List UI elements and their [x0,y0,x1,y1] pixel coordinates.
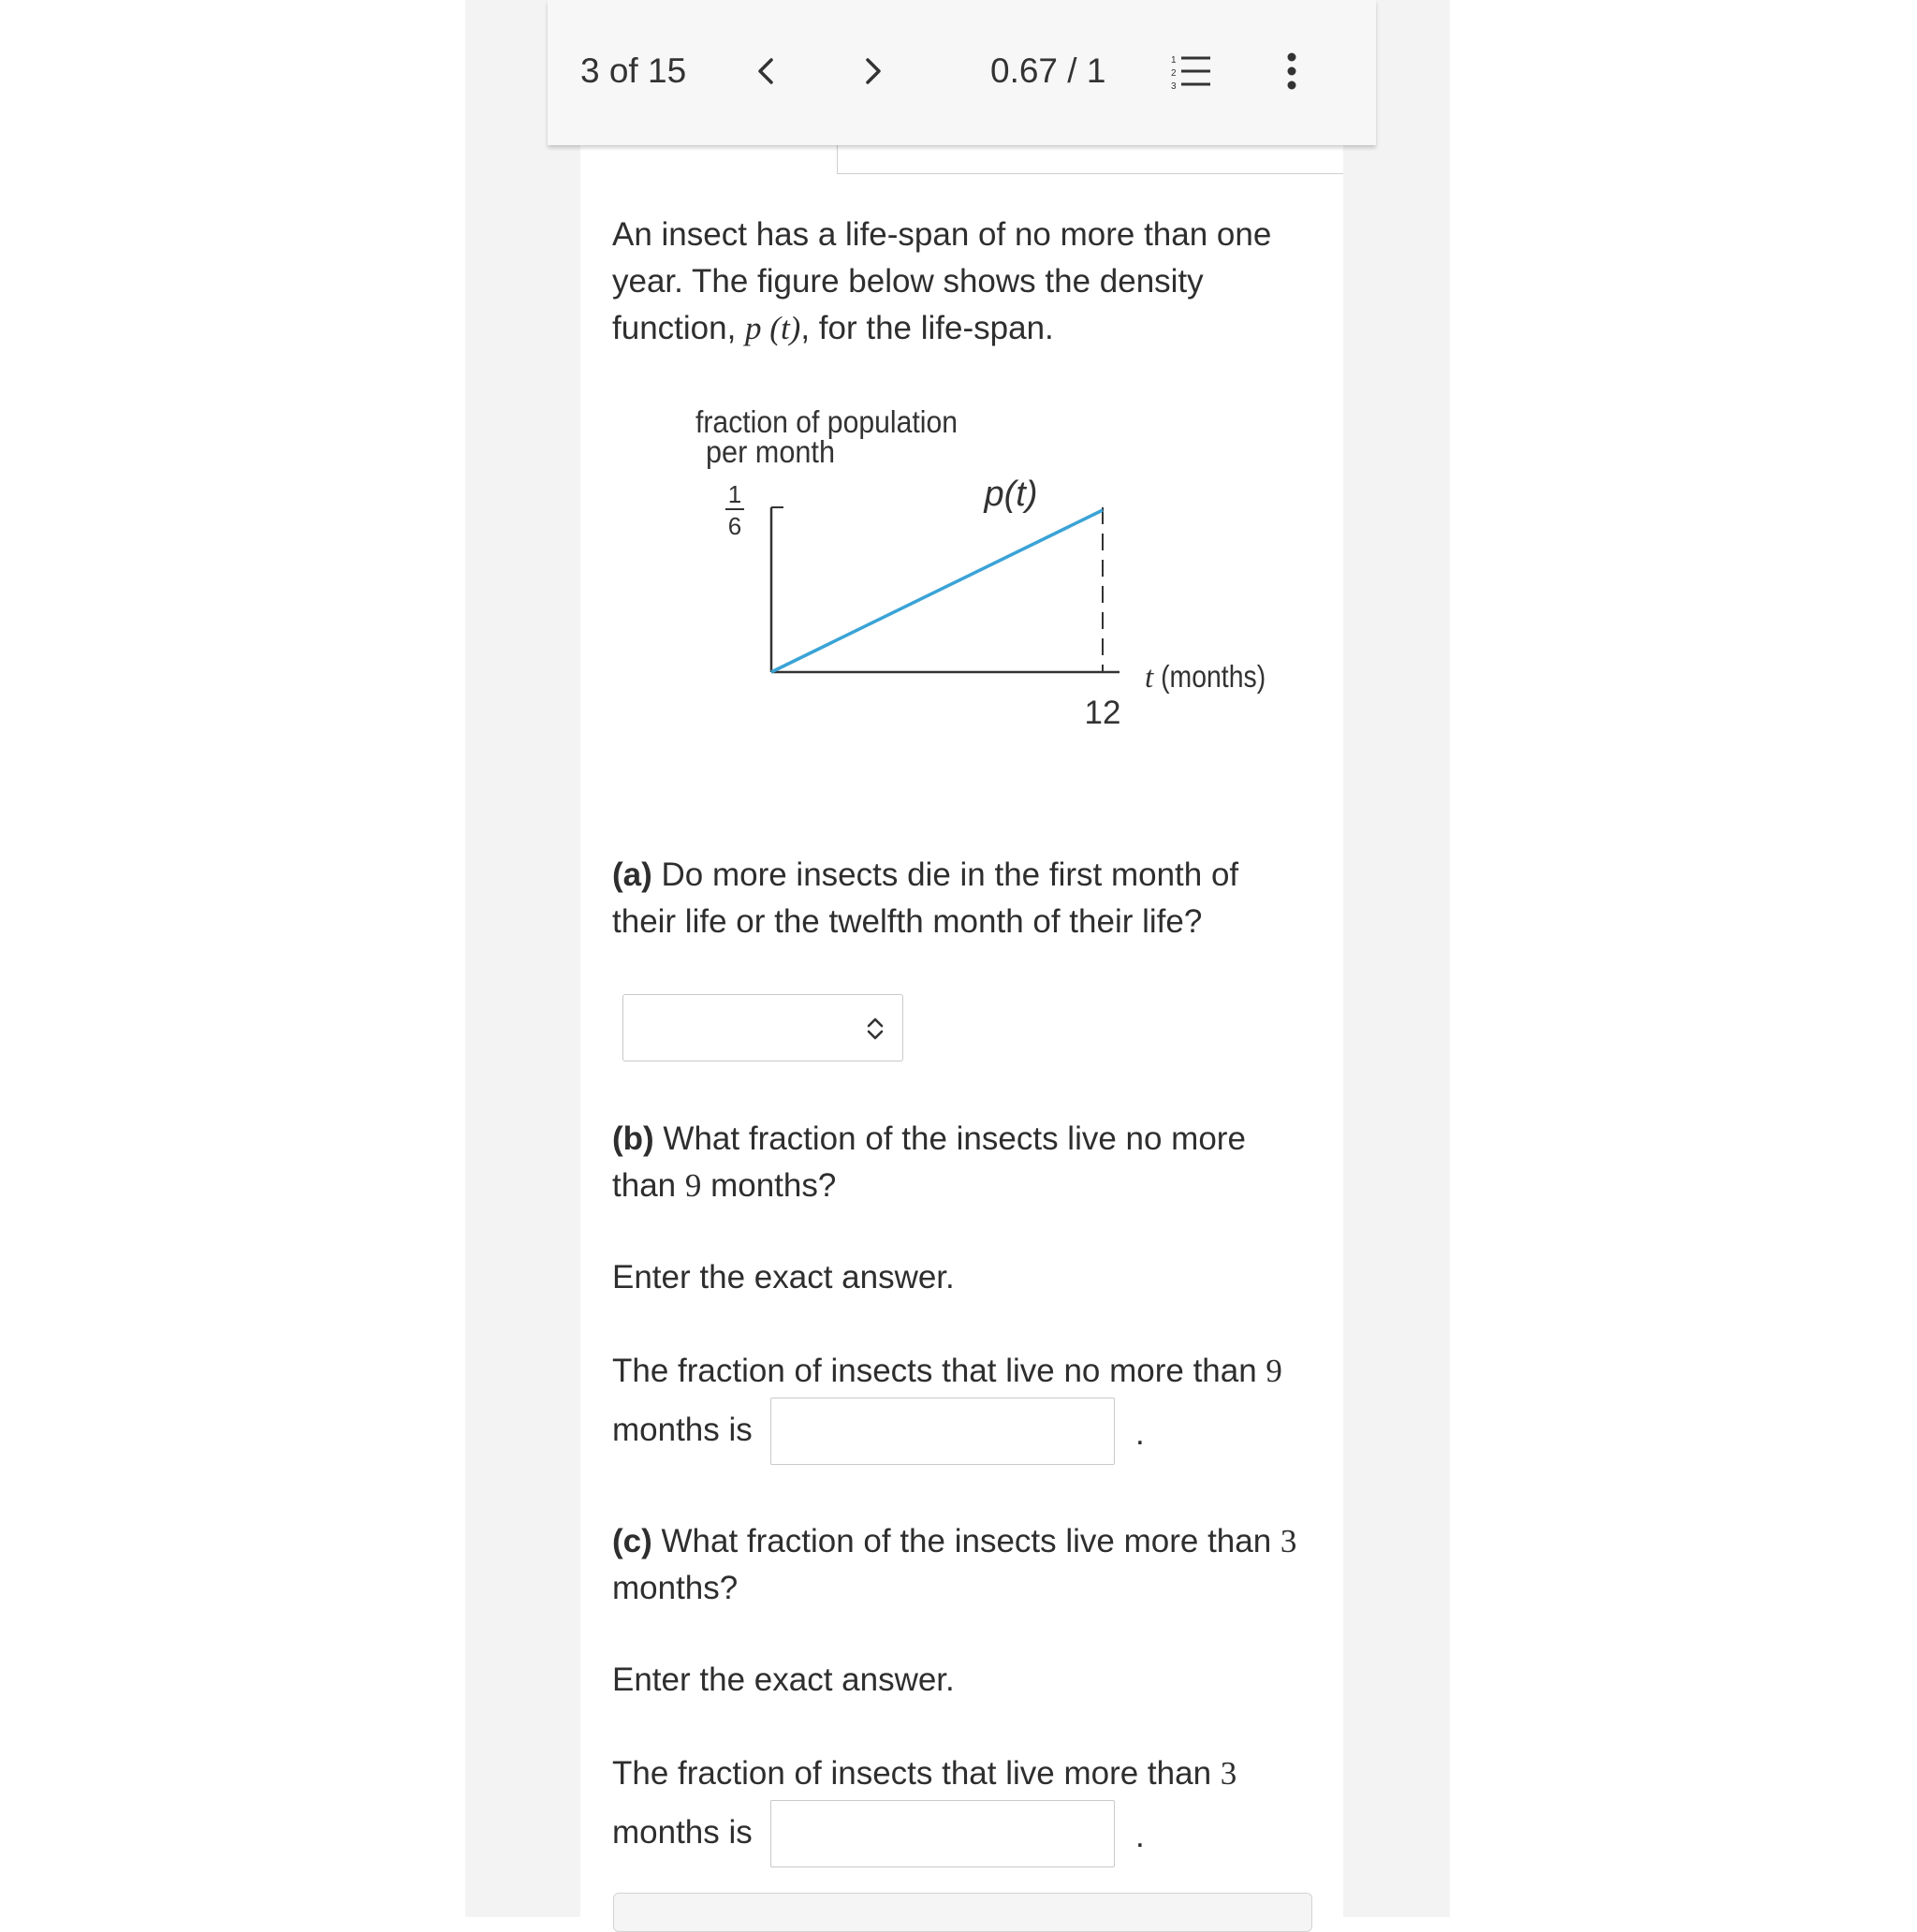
svg-text:3: 3 [1171,81,1177,92]
y-tick-numerator: 1 [727,480,742,508]
chevron-right-icon[interactable] [861,54,885,93]
question-toolbar [548,0,1376,145]
part-b-answer-input[interactable] [770,1398,1115,1465]
part-c-answer-input[interactable] [770,1800,1115,1867]
part-b-line-1: (b) What fraction of the insects live no more [612,1120,1246,1157]
select-chevrons-icon [865,1016,885,1046]
part-c-period: . [1135,1818,1145,1854]
part-b-period: . [1135,1415,1145,1452]
part-b-line-2: than 9 months? [612,1167,837,1204]
next-section-box [613,1893,1312,1932]
part-a-answer-select[interactable] [622,994,903,1061]
y-tick-denominator: 6 [727,512,742,540]
intro-line-2: year. The figure below shows the density [612,263,1204,300]
tab-divider [580,145,838,173]
intro-line-3: function, p (t), for the life-span. [612,310,1054,346]
part-c-answer-prompt-1: The fraction of insects that live more than 3 [612,1755,1237,1792]
more-vertical-icon[interactable] [1285,51,1298,95]
x-tick-label: 12 [1084,695,1121,731]
function-notation: p (t) [745,310,801,346]
tab-underline [837,173,1343,174]
part-b-answer-prompt-2: months is [612,1412,753,1448]
part-c-instruction: Enter the exact answer. [612,1661,955,1698]
part-a-line-2: their life or the twelfth month of their life? [612,903,1203,940]
part-c-line-1: (c) What fraction of the insects live more than 3 [612,1523,1297,1559]
svg-text:2: 2 [1171,68,1177,79]
part-b-answer-prompt-1: The fraction of insects that live no more than 9 [612,1353,1282,1389]
score-display: 0.67 / 1 [990,51,1106,90]
part-b-instruction: Enter the exact answer. [612,1259,955,1295]
numbered-list-icon[interactable] [1169,52,1214,96]
density-curve [771,510,1103,672]
question-position: 3 of 15 [580,51,687,90]
svg-text:1: 1 [1171,55,1177,66]
part-c-answer-prompt-2: months is [612,1814,753,1851]
y-axis-label-line-1: fraction of population [695,404,958,439]
curve-label: p(t) [984,475,1038,514]
part-c-line-2: months? [612,1570,739,1606]
x-axis-label: t (months) [1145,659,1266,695]
intro-line-1: An insect has a life-span of no more than one [612,216,1272,253]
density-figure [618,393,1329,749]
chevron-left-icon[interactable] [754,54,778,93]
part-a-line-1: (a) Do more insects die in the first month of [612,856,1239,893]
y-axis-label-line-2: per month [706,434,835,469]
